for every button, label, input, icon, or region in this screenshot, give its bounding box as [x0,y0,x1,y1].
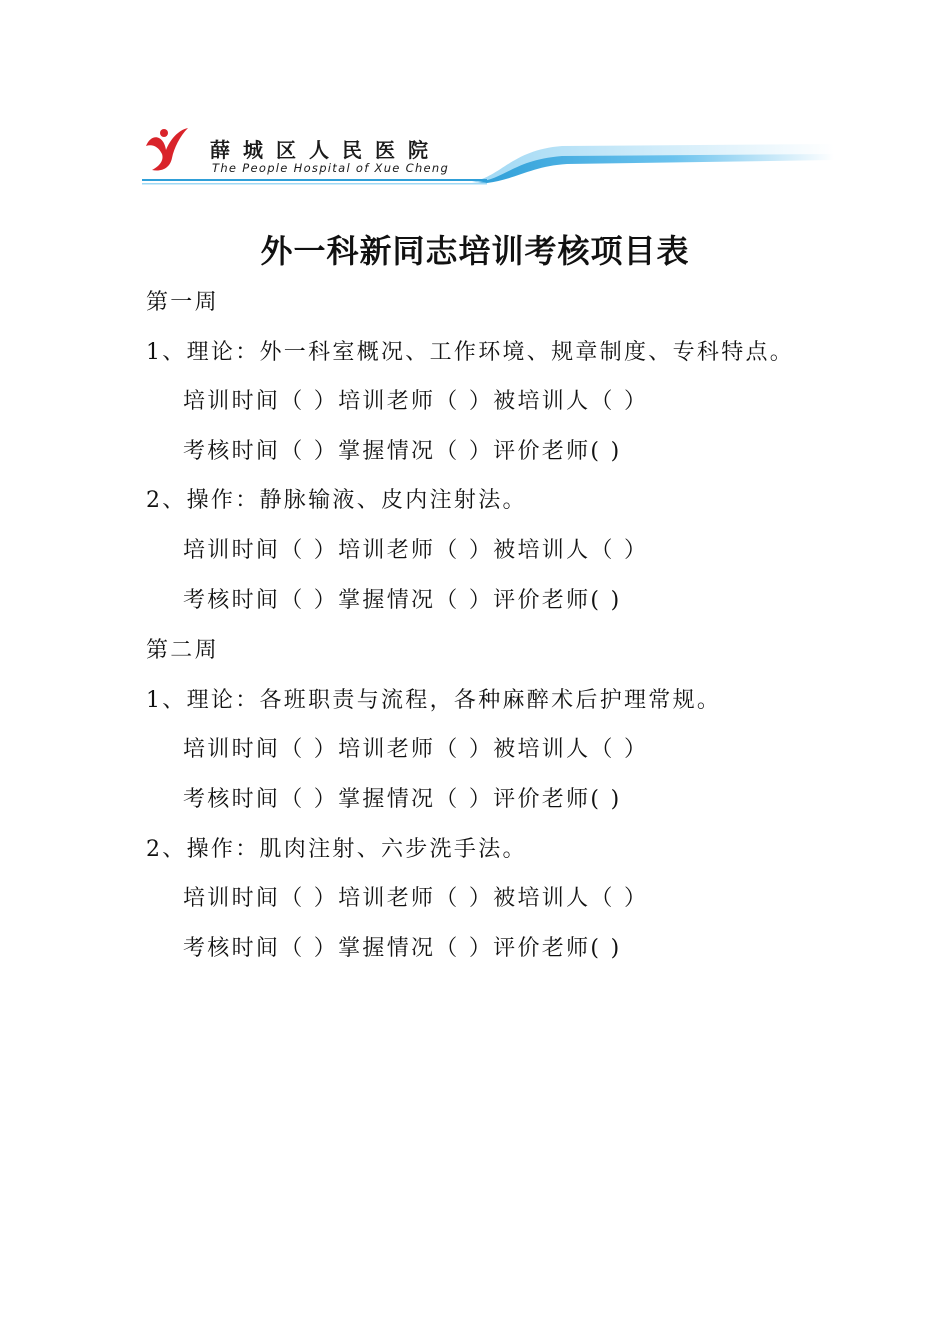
training-record-row: 培训时间（ ）培训老师（ ）被培训人（ ） [183,886,649,911]
assessment-record-row: 考核时间（ ）掌握情况（ ）评价老师( ) [183,787,622,812]
assessment-record-row: 考核时间（ ）掌握情况（ ）评价老师( ) [183,439,622,464]
training-item: 2、操作：肌肉注射、六步洗手法。 [146,837,527,862]
hospital-header [142,120,834,188]
training-record-row: 培训时间（ ）培训老师（ ）被培训人（ ） [183,389,649,414]
training-record-row: 培训时间（ ）培训老师（ ）被培训人（ ） [183,538,649,563]
training-item: 1、理论：各班职责与流程，各种麻醉术后护理常规。 [146,688,722,713]
week-label: 第二周 [146,638,219,663]
week-label: 第一周 [146,290,219,315]
training-item: 1、理论：外一科室概况、工作环境、规章制度、专科特点。 [146,340,795,365]
training-item: 2、操作：静脉输液、皮内注射法。 [146,488,527,513]
hospital-swoosh-logo-icon [142,120,196,174]
hospital-name-cn: 薛城区人民医院 [210,138,441,162]
assessment-record-row: 考核时间（ ）掌握情况（ ）评价老师( ) [183,588,622,613]
assessment-record-row: 考核时间（ ）掌握情况（ ）评价老师( ) [183,936,622,961]
hospital-name-en: The People Hospital of Xue Cheng [212,161,450,175]
training-record-row: 培训时间（ ）培训老师（ ）被培训人（ ） [183,737,649,762]
page-title: 外一科新同志培训考核项目表 [260,232,690,270]
